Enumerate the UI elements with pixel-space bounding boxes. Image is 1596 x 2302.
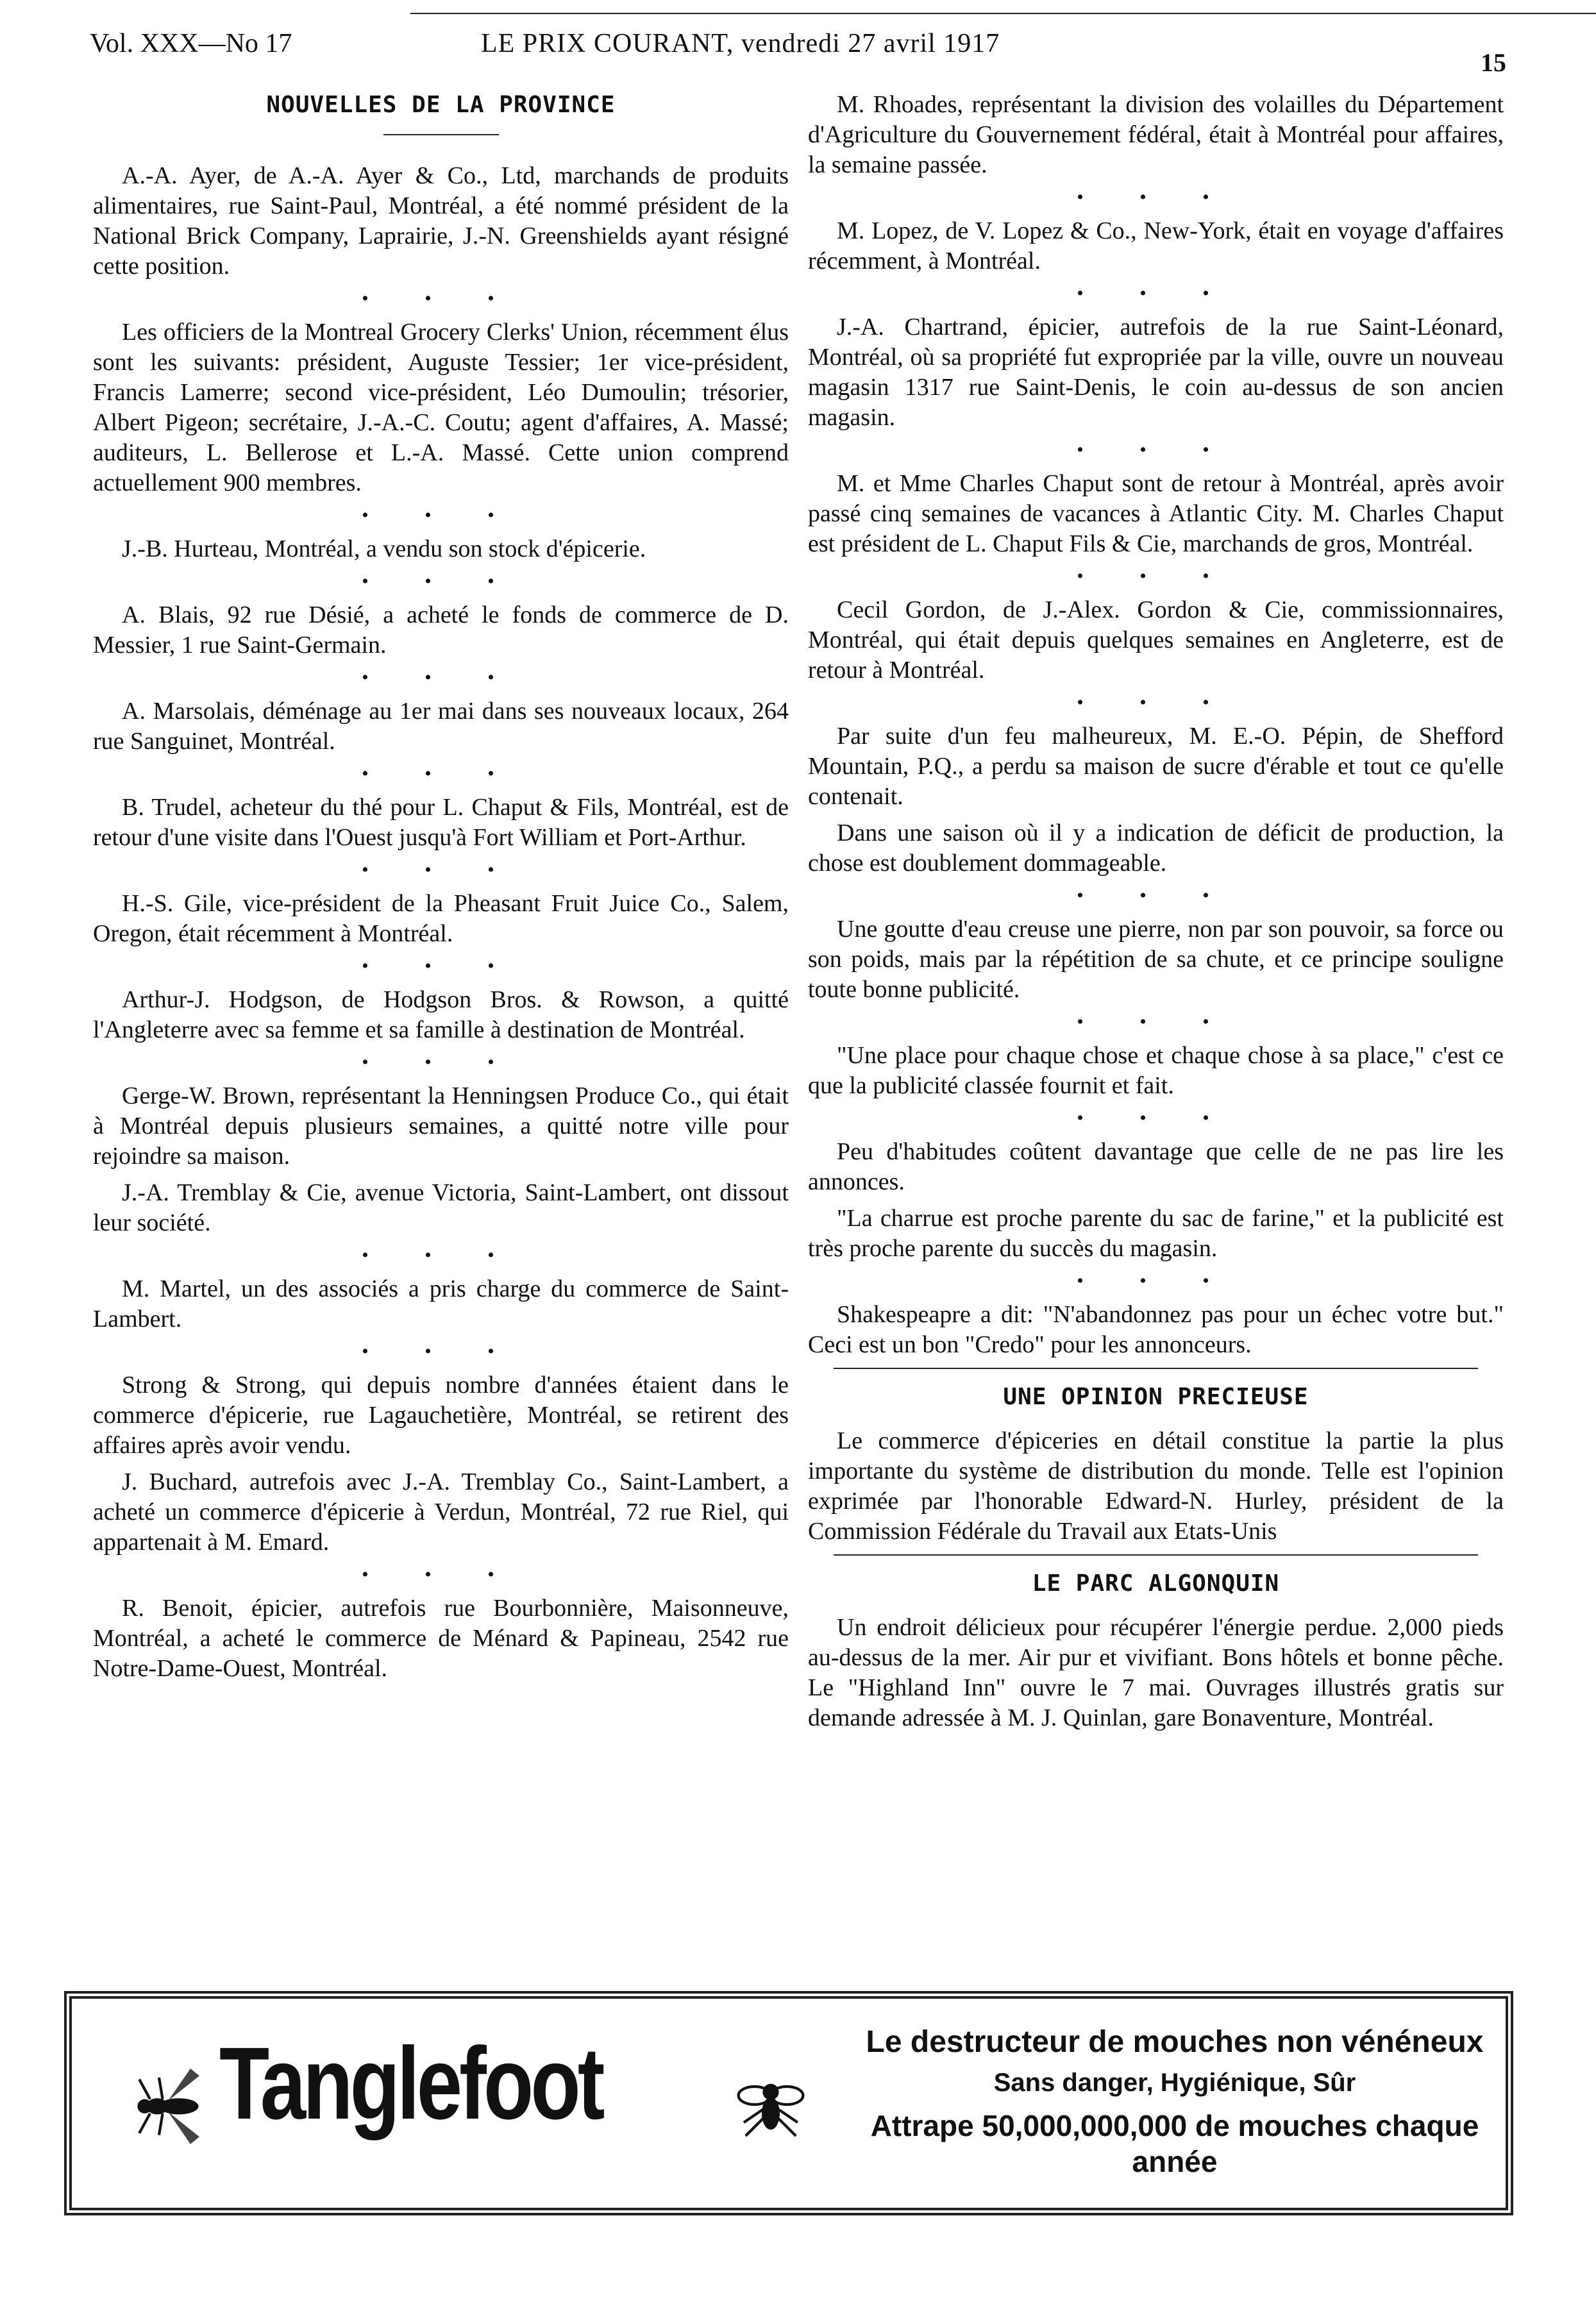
volume-number: Vol. XXX—No 17 xyxy=(90,29,292,58)
page-header xyxy=(83,28,1519,77)
news-item: Cecil Gordon, de J.-Alex. Gordon & Cie, commissionnaires, Montréal, qui était depuis quelques semaines en Angleterre, est de retour à Montréal. xyxy=(808,596,1504,684)
separator: • • • xyxy=(362,955,520,977)
section-rule xyxy=(834,1554,1478,1556)
section-title-algonquin: LE PARC ALGONQUIN xyxy=(1032,1570,1280,1597)
news-item: Strong & Strong, qui depuis nombre d'années étaient dans le commerce d'épicerie, rue Lagauchetière, Montréal, se retirent des affaires après avoir vendu. xyxy=(93,1372,789,1459)
separator: • • • xyxy=(1077,283,1235,304)
ad-headline: Le destructeur de mouches non vénéneux xyxy=(866,2025,1484,2059)
header-rule xyxy=(410,13,1596,14)
section-title-opinion: UNE OPINION PRECIEUSE xyxy=(1003,1384,1309,1410)
separator: • • • xyxy=(1077,1107,1235,1129)
news-item: J.-A. Tremblay & Cie, avenue Victoria, Saint-Lambert, ont dissout leur société. xyxy=(93,1179,789,1236)
separator: • • • xyxy=(1077,187,1235,208)
news-item: A. Marsolais, déménage au 1er mai dans ses nouveaux locaux, 264 rue Sanguinet, Montréal. xyxy=(93,698,789,755)
news-item: H.-S. Gile, vice-président de la Pheasant Fruit Juice Co., Salem, Oregon, était récemment à Montréal. xyxy=(93,890,789,947)
news-item: J.-B. Hurteau, Montréal, a vendu son stock d'épicerie. xyxy=(122,535,646,562)
news-item: A. Blais, 92 rue Désié, a acheté le fonds de commerce de D. Messier, 1 rue Saint-Germain. xyxy=(93,601,789,659)
separator: • • • xyxy=(362,288,520,309)
separator: • • • xyxy=(362,505,520,526)
separator: • • • xyxy=(1077,692,1235,713)
news-item: M. Martel, un des associés a pris charge du commerce de Saint-Lambert. xyxy=(93,1275,789,1332)
separator: • • • xyxy=(362,763,520,784)
ad-copy xyxy=(854,2024,1495,2180)
news-item: Arthur-J. Hodgson, de Hodgson Bros. & Rowson, a quitté l'Angleterre avec sa femme et sa famille à destination de Montréal. xyxy=(93,986,789,1043)
news-item: "Une place pour chaque chose et chaque chose à sa place," c'est ce que la publicité classée fournit et fait. xyxy=(808,1042,1504,1099)
separator: • • • xyxy=(362,1341,520,1362)
news-item: A.-A. Ayer, de A.-A. Ayer & Co., Ltd, marchands de produits alimentaires, rue Saint-Paul, Montréal, a été nommé président de la National Brick Company, Laprairie, J.-N. Greenshields ayant résigné cette position. xyxy=(93,162,789,280)
separator: • • • xyxy=(1077,1270,1235,1291)
ad-subline: Sans danger, Hygiénique, Sûr xyxy=(993,2069,1356,2097)
tanglefoot-advertisement xyxy=(64,1991,1513,2215)
section-text-algonquin: Un endroit délicieux pour récupérer l'énergie perdue. 2,000 pieds au-dessus de la mer. Air pur et vivifiant. Bons hôtels et bonne pêche. Le "Highland Inn" ouvre le 7 mai. Ouvrages illustrés gratis sur demande adressée à M. J. Quinlan, gare Bonaventure, Montréal. xyxy=(808,1614,1504,1731)
news-item: J. Buchard, autrefois avec J.-A. Tremblay Co., Saint-Lambert, a acheté un commerce d'épicerie à Verdun, Montréal, 72 rue Riel, qui appartenait à M. Emard. xyxy=(93,1468,789,1556)
left-column xyxy=(93,90,789,1690)
left-column-title: NOUVELLES DE LA PROVINCE xyxy=(266,92,616,118)
fly-icon xyxy=(123,2060,213,2149)
ad-claim: Attrape 50,000,000,000 de mouches chaque année xyxy=(870,2109,1479,2178)
section-text-opinion: Le commerce d'épiceries en détail constitue la partie la plus importante du système de distribution du monde. Telle est l'opinion exprimée par l'honorable Edward-N. Hurley, président de la Commission Fédérale du Travail aux Etats-Unis xyxy=(808,1427,1504,1545)
separator: • • • xyxy=(1077,1011,1235,1032)
separator: • • • xyxy=(1077,885,1235,906)
separator: • • • xyxy=(362,1245,520,1266)
separator: • • • xyxy=(362,571,520,592)
news-item: J.-A. Chartrand, épicier, autrefois de la rue Saint-Léonard, Montréal, où sa propriété fut expropriée par la ville, ouvre un nouveau magasin 1317 rue Saint-Denis, le coin au-dessus de son ancien magasin. xyxy=(808,314,1504,431)
separator: • • • xyxy=(362,859,520,880)
news-item: Shakespeapre a dit: "N'abandonnez pas pour un échec votre but." Ceci est un bon "Credo" pour les annonceurs. xyxy=(808,1301,1504,1358)
separator: • • • xyxy=(362,1052,520,1073)
title-rule xyxy=(383,134,499,135)
news-item: R. Benoit, épicier, autrefois rue Bourbonnière, Maisonneuve, Montréal, a acheté le commerce de Ménard & Papineau, 2542 rue Notre-Dame-Ouest, Montréal. xyxy=(93,1595,789,1682)
fly-icon xyxy=(726,2060,816,2149)
right-column xyxy=(808,90,1504,1740)
news-item: "La charrue est proche parente du sac de farine," et la publicité est très proche parente du succès du magasin. xyxy=(808,1205,1504,1262)
news-item: B. Trudel, acheteur du thé pour L. Chaput & Fils, Montréal, est de retour d'une visite dans l'Ouest jusqu'à Fort William et Port-Arthur. xyxy=(93,794,789,851)
news-item: Une goutte d'eau creuse une pierre, non par son pouvoir, sa force ou son poids, mais par la répétition de sa chute, et ce principe souligne toute bonne publicité. xyxy=(808,916,1504,1003)
news-item: M. Rhoades, représentant la division des volailles du Département d'Agriculture du Gouvernement fédéral, était à Montréal pour affaires, la semaine passée. xyxy=(808,91,1504,178)
brand-name: Tanglefoot xyxy=(219,2026,602,2140)
news-item: Par suite d'un feu malheureux, M. E.-O. Pépin, de Shefford Mountain, P.Q., a perdu sa maison de sucre d'érable et tout ce qu'elle contenait. xyxy=(808,723,1504,810)
section-rule xyxy=(834,1368,1478,1369)
publication-title: LE PRIX COURANT, vendredi 27 avril 1917 xyxy=(481,29,1000,58)
news-item: Gerge-W. Brown, représentant la Henningsen Produce Co., qui était à Montréal depuis plusieurs semaines, a quitté notre ville pour rejoindre sa maison. xyxy=(93,1082,789,1170)
separator: • • • xyxy=(1077,566,1235,587)
news-item: Les officiers de la Montreal Grocery Clerks' Union, récemment élus sont les suivants: président, Auguste Tessier; 1er vice-président, Francis Lamerre; second vice-président, Léo Dumoulin; trésorier, Albert Pigeon; secrétaire, J.-A.-C. Coutu; agent d'affaires, A. Massé; auditeurs, L. Bellerose et L.-A. Massé. Cette union comprend actuellement 900 membres. xyxy=(93,319,789,496)
news-item: Dans une saison où il y a indication de déficit de production, la chose est doublement dommageable. xyxy=(808,819,1504,877)
separator: • • • xyxy=(1077,439,1235,460)
page-number: 15 xyxy=(1481,48,1506,77)
separator: • • • xyxy=(362,1564,520,1585)
news-item: M. Lopez, de V. Lopez & Co., New-York, était en voyage d'affaires récemment, à Montréal. xyxy=(808,217,1504,274)
news-item: M. et Mme Charles Chaput sont de retour à Montréal, après avoir passé cinq semaines de vacances à Atlantic City. M. Charles Chaput est président de L. Chaput Fils & Cie, marchands de gros, Montréal. xyxy=(808,470,1504,557)
separator: • • • xyxy=(362,667,520,688)
news-item: Peu d'habitudes coûtent davantage que celle de ne pas lire les annonces. xyxy=(808,1138,1504,1195)
